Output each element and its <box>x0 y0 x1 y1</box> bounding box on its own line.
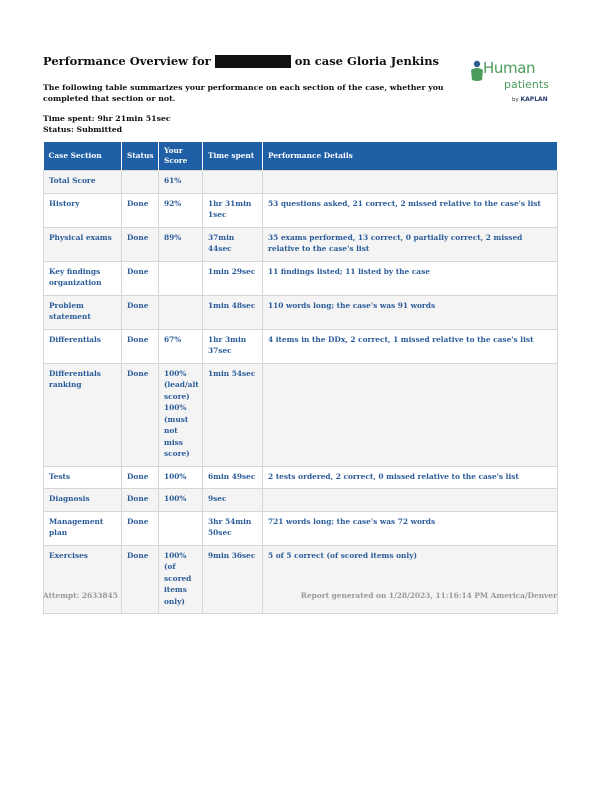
table-row <box>44 363 558 466</box>
cell-section: Diagnosis <box>44 489 122 512</box>
cell-details <box>263 489 558 512</box>
col-header-details: Performance Details <box>263 142 558 171</box>
cell-section: Physical exams <box>44 227 122 261</box>
cell-section: Management plan <box>44 511 122 545</box>
cell-details: 721 words long; the case's was 72 words <box>263 511 558 545</box>
title-suffix: on case Gloria Jenkins <box>294 54 440 68</box>
col-header-score: Your Score <box>159 142 203 171</box>
cell-time: 1hr 3min 37sec <box>203 329 263 363</box>
logo-sub: patients <box>504 78 549 91</box>
cell-time: 9sec <box>203 489 263 512</box>
cell-score: 100% <box>159 466 203 489</box>
time-spent: Time spent: 9hr 21min 51sec <box>43 114 171 123</box>
cell-time: 1min 29sec <box>203 261 263 295</box>
table-row <box>44 511 558 545</box>
table-row <box>44 193 558 227</box>
cell-details <box>263 171 558 194</box>
table-row <box>44 545 558 614</box>
cell-time: 37min 44sec <box>203 227 263 261</box>
performance-table <box>43 142 558 614</box>
cell-score <box>159 295 203 329</box>
cell-time: 1min 48sec <box>203 295 263 329</box>
cell-details: 35 exams performed, 13 correct, 0 partially correct, 2 missed relative to the case's list <box>263 227 558 261</box>
table-row <box>44 329 558 363</box>
cell-time: 1min 54sec <box>203 363 263 466</box>
col-header-status: Status <box>122 142 159 171</box>
cell-score: 100% (lead/alt score) 100% (must not miss score) <box>159 363 203 466</box>
cell-time <box>203 171 263 194</box>
table-row <box>44 489 558 512</box>
cell-status: Done <box>122 227 159 261</box>
cell-status: Done <box>122 295 159 329</box>
meta-info <box>43 113 558 135</box>
cell-score: 67% <box>159 329 203 363</box>
cell-details: 5 of 5 correct (of scored items only) <box>263 545 558 614</box>
cell-time: 1hr 31min 1sec <box>203 193 263 227</box>
redacted-name <box>215 55 291 68</box>
cell-score: 89% <box>159 227 203 261</box>
col-header-time: Time spent <box>203 142 263 171</box>
title-prefix: Performance Overview for <box>43 54 211 68</box>
cell-score: 100% <box>159 489 203 512</box>
cell-status: Done <box>122 261 159 295</box>
cell-status: Done <box>122 193 159 227</box>
cell-score: 92% <box>159 193 203 227</box>
cell-time: 3hr 54min 50sec <box>203 511 263 545</box>
cell-status: Done <box>122 363 159 466</box>
cell-details: 11 findings listed; 11 listed by the case <box>263 261 558 295</box>
cell-details: 4 items in the DDx, 2 correct, 1 missed relative to the case's list <box>263 329 558 363</box>
cell-status: Done <box>122 466 159 489</box>
cell-status: Done <box>122 329 159 363</box>
cell-score: 100% (of scored items only) <box>159 545 203 614</box>
attempt-id: Attempt: 2633845 <box>43 591 118 600</box>
cell-details: 53 questions asked, 21 correct, 2 missed relative to the case's list <box>263 193 558 227</box>
logo-brand: Human <box>483 59 536 77</box>
status-text: Status: Submitted <box>43 125 123 134</box>
logo-by <box>512 96 548 103</box>
cell-status: Done <box>122 511 159 545</box>
col-header-section: Case Section <box>44 142 122 171</box>
cell-score <box>159 261 203 295</box>
table-row <box>44 171 558 194</box>
cell-details <box>263 363 558 466</box>
cell-section: Problem statement <box>44 295 122 329</box>
cell-details: 2 tests ordered, 2 correct, 0 missed relative to the case's list <box>263 466 558 489</box>
table-row <box>44 227 558 261</box>
cell-details: 110 words long; the case's was 91 words <box>263 295 558 329</box>
logo-by-word: by <box>512 97 519 103</box>
table-row <box>44 466 558 489</box>
cell-section: Key findings organization <box>44 261 122 295</box>
cell-section: Differentials ranking <box>44 363 122 466</box>
cell-section: Tests <box>44 466 122 489</box>
table-row <box>44 295 558 329</box>
cell-section: Differentials <box>44 329 122 363</box>
intro-text: The following table summarizes your performance on each section of the case, whether you completed that section or not. <box>43 83 444 103</box>
cell-time: 9min 36sec <box>203 545 263 614</box>
cell-status <box>122 171 159 194</box>
ihuman-logo <box>469 60 559 110</box>
logo-kaplan: KAPLAN <box>520 96 548 103</box>
cell-section: History <box>44 193 122 227</box>
table-row <box>44 261 558 295</box>
report-generated: Report generated on 1/28/2023, 11:16:14 PM America/Denver <box>300 591 557 600</box>
cell-status: Done <box>122 545 159 614</box>
cell-score <box>159 511 203 545</box>
table-header-row <box>44 142 558 171</box>
cell-status: Done <box>122 489 159 512</box>
cell-section: Exercises <box>44 545 122 614</box>
cell-score: 61% <box>159 171 203 194</box>
cell-section: Total Score <box>44 171 122 194</box>
cell-time: 6min 49sec <box>203 466 263 489</box>
